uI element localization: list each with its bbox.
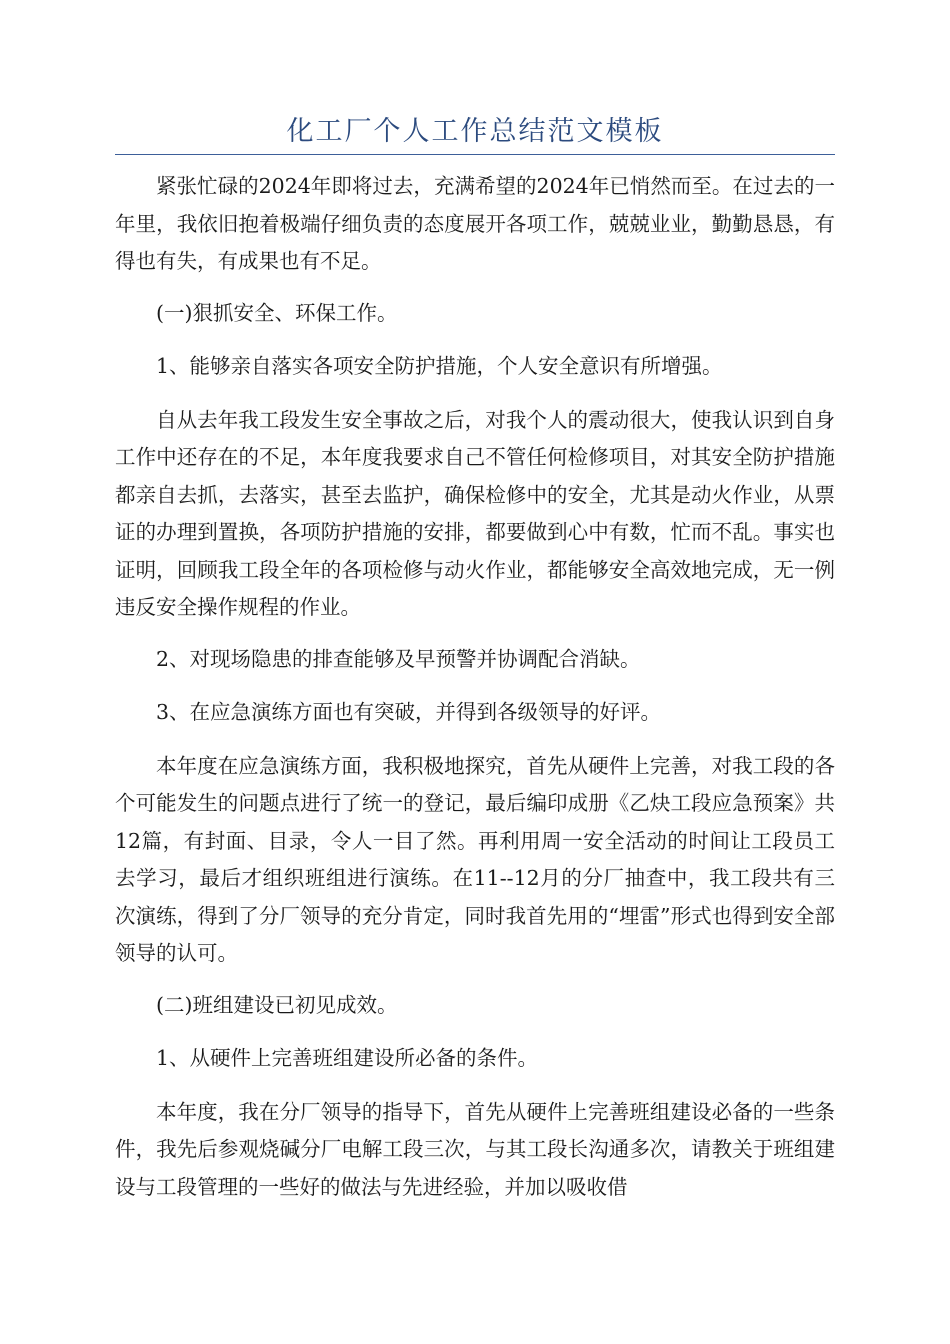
- section-heading-team-building: (二)班组建设已初见成效。: [156, 992, 398, 1017]
- paragraph-safety-detail: 自从去年我工段发生安全事故之后，对我个人的震动很大，使我认识到自身工作中还存在的不足，本年度我要求自己不管任何检修项目，对其安全防护措施都亲自去抓，去落实，甚至去监护，确保检修中的安全，尤其是动火作业，从票证的办理到置换，各项防护措施的安排，都要做到心中有数，忙而不乱。事实也证明，回顾我工段全年的各项检修与动火作业，都能够安全高效地完成，无一例违反安全操作规程的作业。: [115, 407, 835, 619]
- title-underline: [115, 154, 835, 155]
- section-heading-safety: (一)狠抓安全、环保工作。: [156, 300, 398, 325]
- document-title: 化工厂个人工作总结范文模板: [286, 116, 664, 147]
- document-body: [115, 168, 835, 1220]
- subheading-safety-measures: 1、能够亲自落实各项安全防护措施，个人安全意识有所增强。: [156, 354, 723, 378]
- subheading-hardware: 1、从硬件上完善班组建设所必备的条件。: [156, 1046, 539, 1070]
- paragraph-team-detail: 本年度，我在分厂领导的指导下，首先从硬件上完善班组建设必备的一些条件，我先后参观烧碱分厂电解工段三次，与其工段长沟通多次，请教关于班组建设与工段管理的一些好的做法与先进经验，并加以吸收借: [115, 1099, 835, 1199]
- subheading-emergency-drill: 3、在应急演练方面也有突破，并得到各级领导的好评。: [156, 700, 662, 724]
- subheading-hazard-inspection: 2、对现场隐患的排查能够及早预警并协调配合消缺。: [156, 646, 641, 671]
- paragraph-emergency-detail: 本年度在应急演练方面，我积极地探究，首先从硬件上完善，对我工段的各个可能发生的问题点进行了统一的登记，最后编印成册《乙炔工段应急预案》共12篇，有封面、目录，令人一目了然。再利用周一安全活动的时间让工段员工去学习，最后才组织班组进行演练。在11--12月的分厂抽查中，我工段共有三次演练，得到了分厂领导的充分肯定，同时我首先用的“埋雷”形式也得到安全部领导的认可。: [115, 753, 835, 965]
- paragraph-intro: 紧张忙碌的2024年即将过去，充满希望的2024年已悄然而至。在过去的一年里，我依旧抱着极端仔细负责的态度展开各项工作，兢兢业业，勤勤恳恳，有得也有失，有成果也有不足。: [115, 174, 835, 273]
